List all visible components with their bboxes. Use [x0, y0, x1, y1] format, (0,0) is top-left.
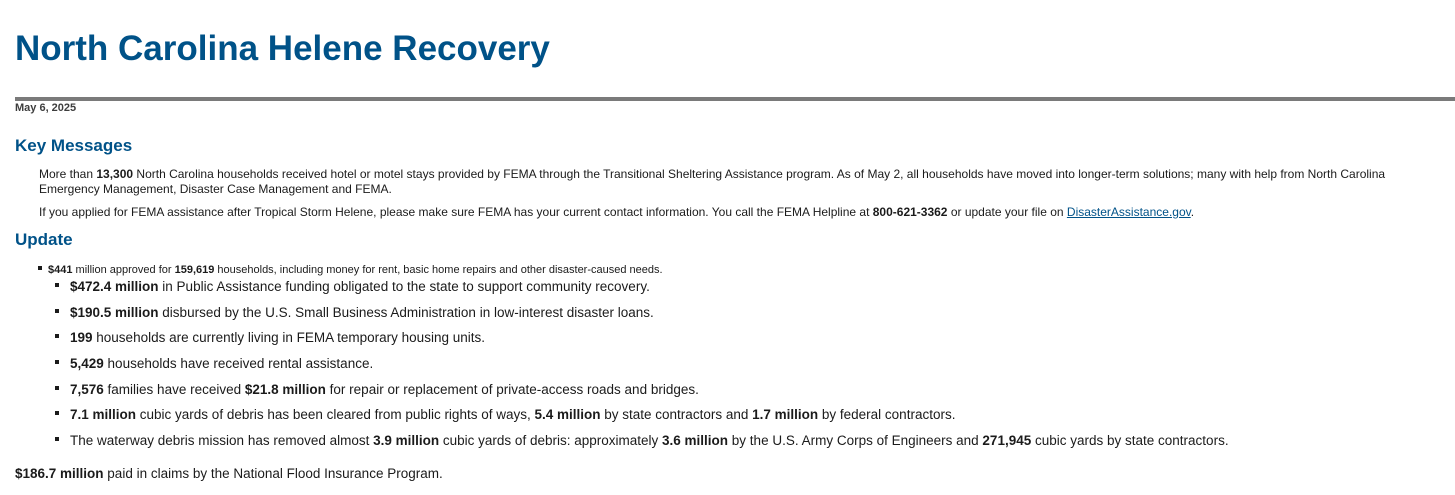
bullet-icon: [55, 386, 59, 390]
text: households are currently living in FEMA temporary housing units.: [92, 330, 485, 345]
bullet-icon: [38, 266, 42, 270]
stat-value: $21.8 million: [244, 382, 326, 397]
key-message-contact: [39, 205, 1439, 220]
text: More than: [39, 167, 97, 181]
list-item: [55, 278, 650, 296]
amount: $441: [48, 264, 73, 276]
helpline-phone: 800-621-3362: [872, 205, 948, 219]
text: or update your file on: [947, 205, 1067, 219]
bullet-icon: [55, 411, 59, 415]
list-item: [55, 329, 485, 347]
stat-value: 7.1 million: [70, 407, 137, 422]
text: Emergency Management, Disaster Case Management and FEMA.: [39, 182, 392, 196]
stat-value: 5.4 million: [534, 407, 601, 422]
title-divider: [15, 97, 1455, 101]
text: families have received: [103, 382, 245, 397]
text: cubic yards of debris has been cleared from public rights of ways,: [136, 407, 535, 422]
stat-value: 271,945: [982, 433, 1032, 448]
text: million approved for: [72, 264, 175, 276]
stat-value: 7,576: [70, 382, 104, 397]
list-item: [55, 355, 373, 373]
households-count: 159,619: [174, 264, 215, 276]
disasterassistance-link[interactable]: DisasterAssistance.gov: [1066, 205, 1191, 219]
list-item: [55, 432, 1229, 450]
bullet-icon: [55, 283, 59, 287]
list-item: [55, 406, 955, 424]
text: households have received rental assistance.: [103, 356, 374, 371]
update-summary-item: [38, 263, 663, 277]
bullet-icon: [55, 334, 59, 338]
text: in Public Assistance funding obligated to the state to support community recovery.: [158, 279, 650, 294]
households-count: 13,300: [96, 167, 134, 181]
text: households, including money for rent, basic home repairs and other disaster-caused needs.: [214, 264, 663, 276]
publication-date: May 6, 2025: [15, 102, 77, 114]
stat-value: 3.9 million: [373, 433, 440, 448]
text: for repair or replacement of private-access roads and bridges.: [325, 382, 699, 397]
update-heading: Update: [15, 230, 73, 249]
text: .: [1190, 205, 1195, 219]
text: If you applied for FEMA assistance after Tropical Storm Helene, please make sure FEMA has your current contact information. You call the FEMA Helpline at: [39, 205, 873, 219]
text: by federal contractors.: [818, 407, 956, 422]
bullet-icon: [55, 437, 59, 441]
text: by the U.S. Army Corps of Engineers and: [728, 433, 983, 448]
key-messages-heading: Key Messages: [15, 136, 133, 155]
page-title: North Carolina Helene Recovery: [15, 29, 550, 68]
stat-value: $190.5 million: [70, 305, 159, 320]
stat-value: $472.4 million: [70, 279, 159, 294]
stat-value: 5,429: [70, 356, 104, 371]
list-item: [55, 381, 699, 399]
text: disbursed by the U.S. Small Business Administration in low-interest disaster loans.: [158, 305, 654, 320]
text: North Carolina households received hotel or motel stays provided by FEMA through the Transitional Sheltering Assistance program. As of May 2, all households have moved into longer-term solutions; many with help from North Carolina: [133, 167, 1386, 181]
text: cubic yards of debris: approximately: [439, 433, 663, 448]
nfip-claims-line: [15, 465, 443, 483]
bullet-icon: [55, 360, 59, 364]
stat-value: 3.6 million: [662, 433, 729, 448]
text: The waterway debris mission has removed almost: [70, 433, 374, 448]
text: by state contractors and: [600, 407, 753, 422]
text: paid in claims by the National Flood Insurance Program.: [103, 466, 443, 481]
stat-value: $186.7 million: [15, 466, 104, 481]
list-item: [55, 304, 654, 322]
key-message-tsa: [39, 167, 1439, 197]
text: cubic yards by state contractors.: [1031, 433, 1229, 448]
stat-value: 199: [70, 330, 93, 345]
bullet-icon: [55, 309, 59, 313]
stat-value: 1.7 million: [752, 407, 819, 422]
